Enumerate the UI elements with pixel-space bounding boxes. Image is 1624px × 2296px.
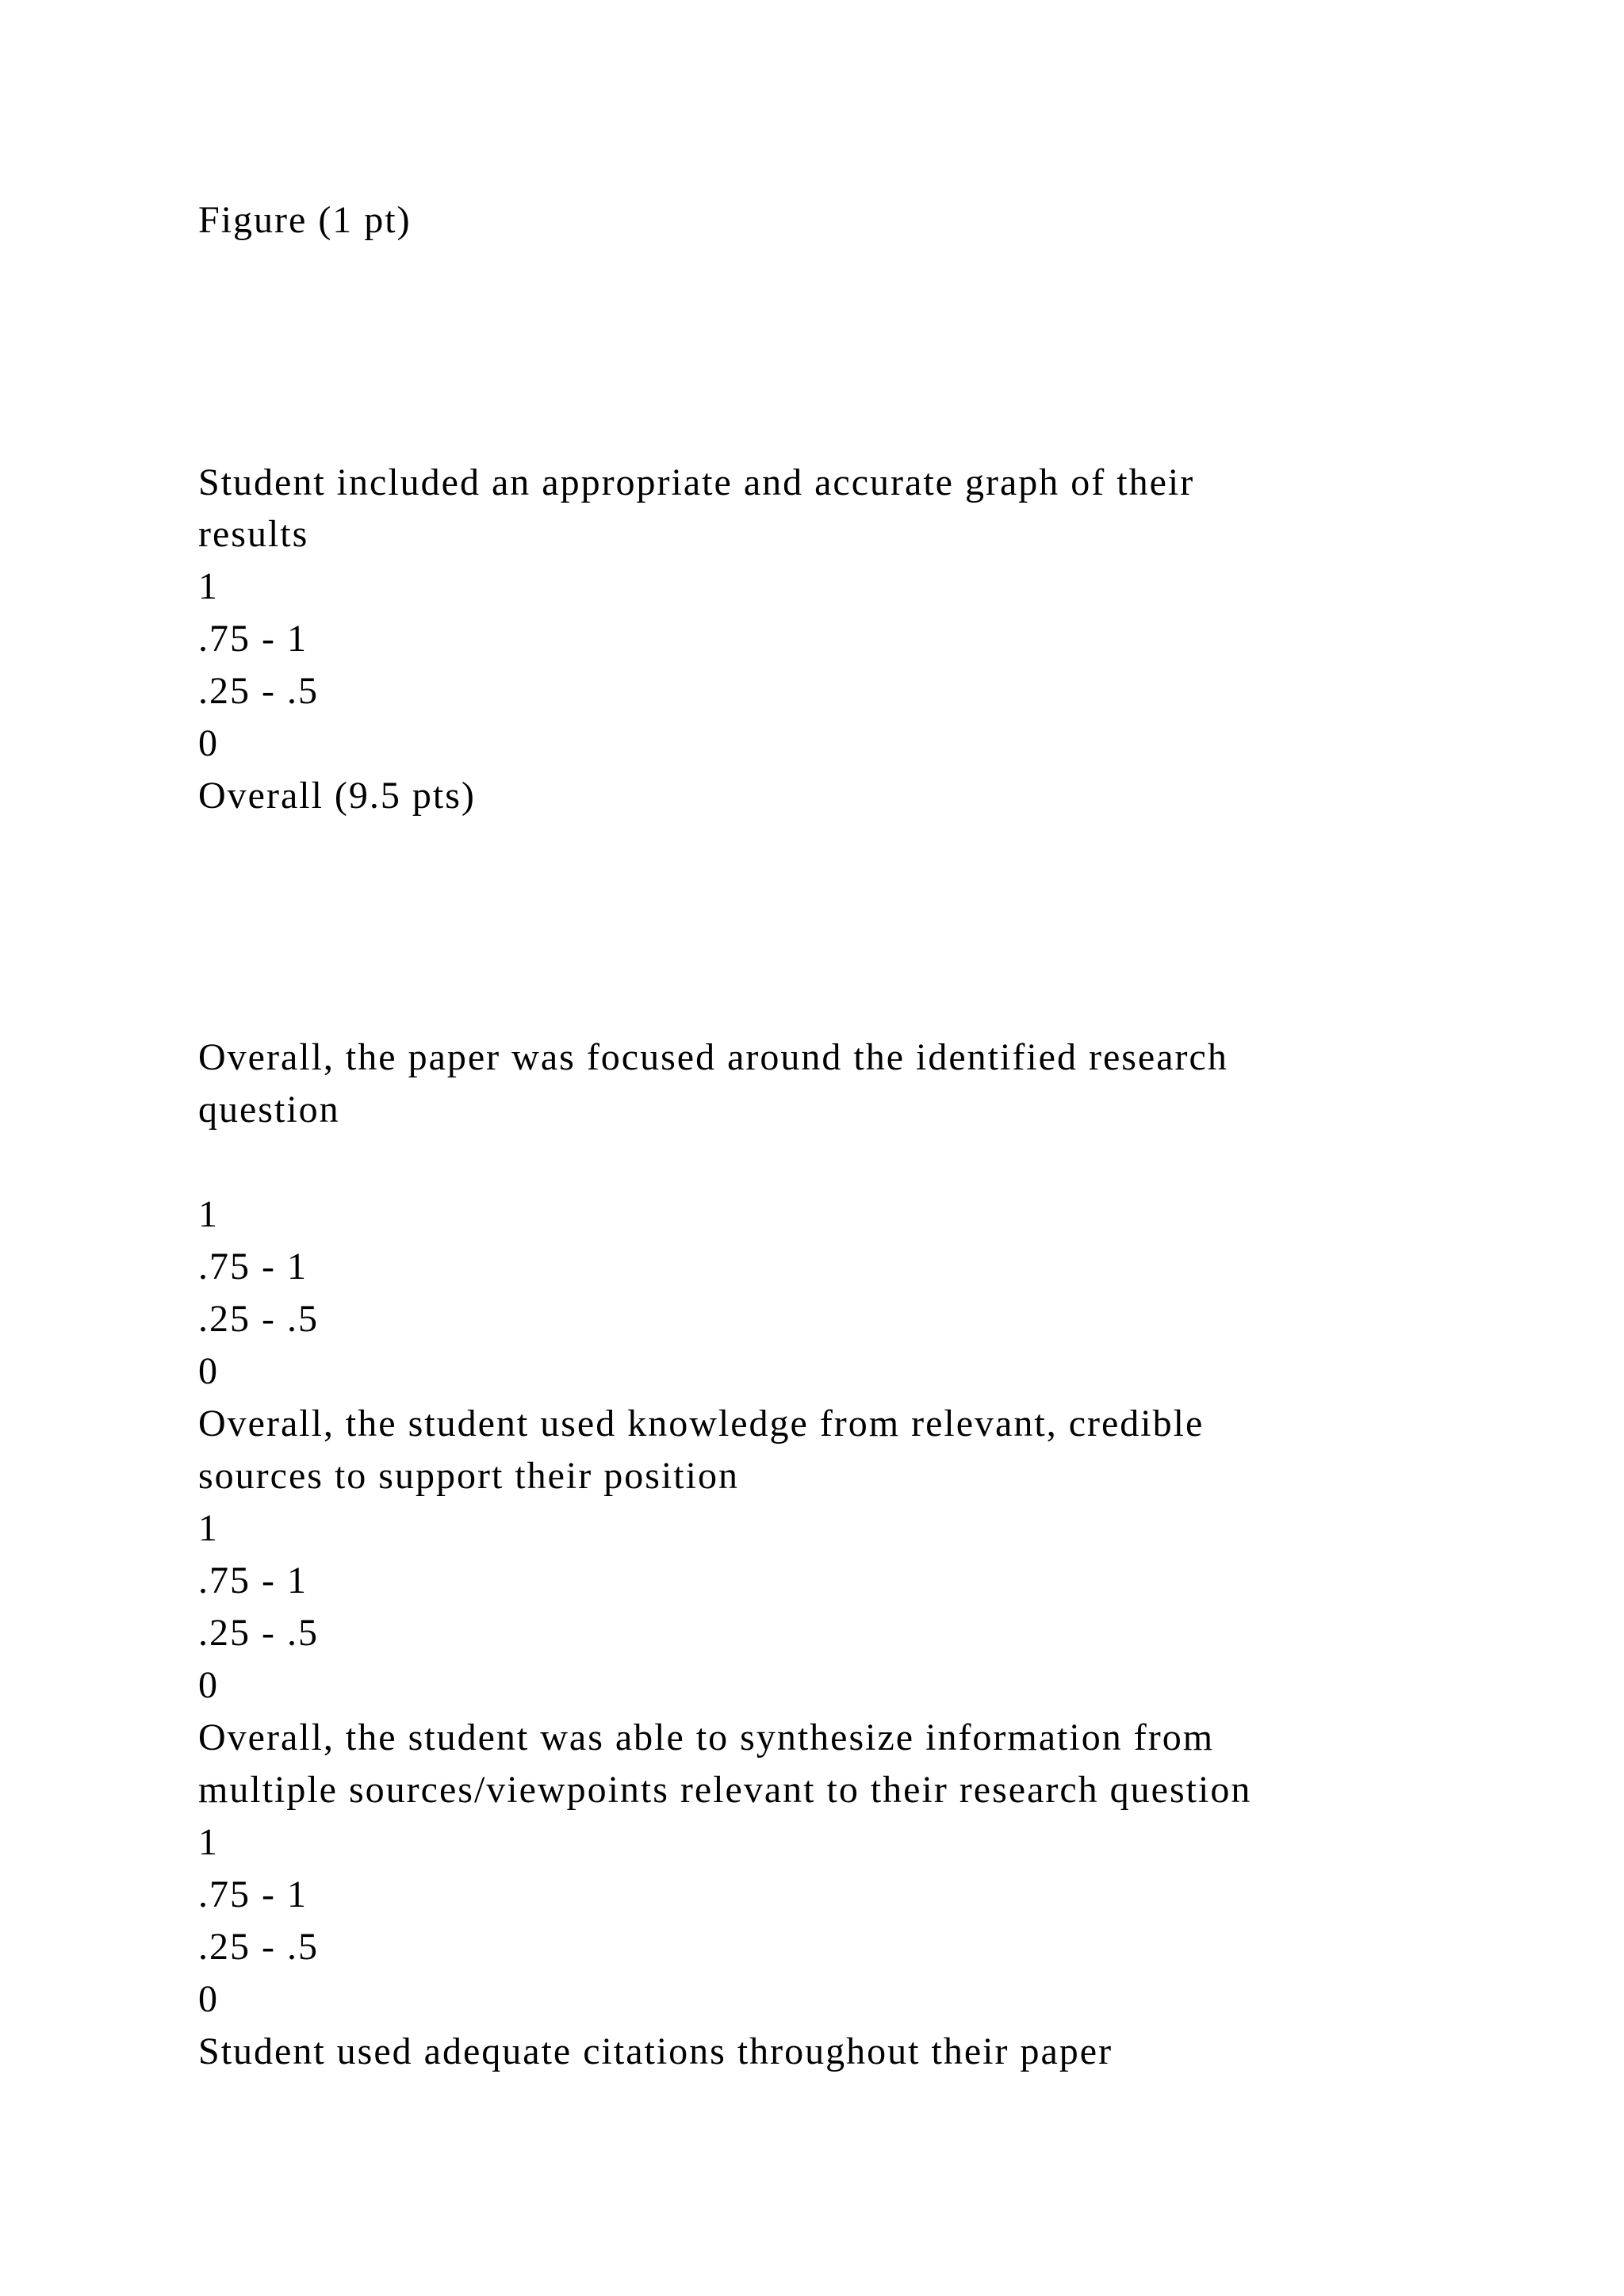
score-option: 1 [198, 565, 219, 607]
score-option: 0 [198, 1664, 219, 1706]
score-option: .25 - .5 [198, 1298, 319, 1340]
score-option: .75 - 1 [198, 1873, 308, 1915]
criterion-synthesis-line-1: Overall, the student was able to synthesize information from [198, 1716, 1215, 1758]
score-option: .25 - .5 [198, 670, 319, 712]
score-option: .25 - .5 [198, 1926, 319, 1968]
criterion-graph-line-2: results [198, 513, 309, 555]
score-option: 1 [198, 1821, 219, 1863]
score-option: .75 - 1 [198, 618, 308, 660]
section-heading-overall: Overall (9.5 pts) [198, 775, 476, 817]
section-heading-figure: Figure (1 pt) [198, 199, 412, 241]
criterion-sources-line-1: Overall, the student used knowledge from relevant, credible [198, 1402, 1205, 1445]
criterion-focus-line-2: question [198, 1089, 340, 1131]
score-option: .75 - 1 [198, 1246, 308, 1288]
score-option: 1 [198, 1193, 219, 1235]
score-option: 1 [198, 1507, 219, 1549]
criterion-focus-line-1: Overall, the paper was focused around the identified research [198, 1036, 1228, 1078]
score-option: .25 - .5 [198, 1612, 319, 1654]
score-option: 0 [198, 1350, 219, 1392]
criterion-citations-line-1: Student used adequate citations throughout their paper [198, 2030, 1113, 2072]
criterion-sources-line-2: sources to support their position [198, 1455, 739, 1497]
criterion-synthesis-line-2: multiple sources/viewpoints relevant to their research question [198, 1769, 1252, 1811]
score-option: 0 [198, 1978, 219, 2020]
score-option: 0 [198, 722, 219, 764]
criterion-graph-line-1: Student included an appropriate and accurate graph of their [198, 461, 1195, 503]
score-option: .75 - 1 [198, 1559, 308, 1601]
